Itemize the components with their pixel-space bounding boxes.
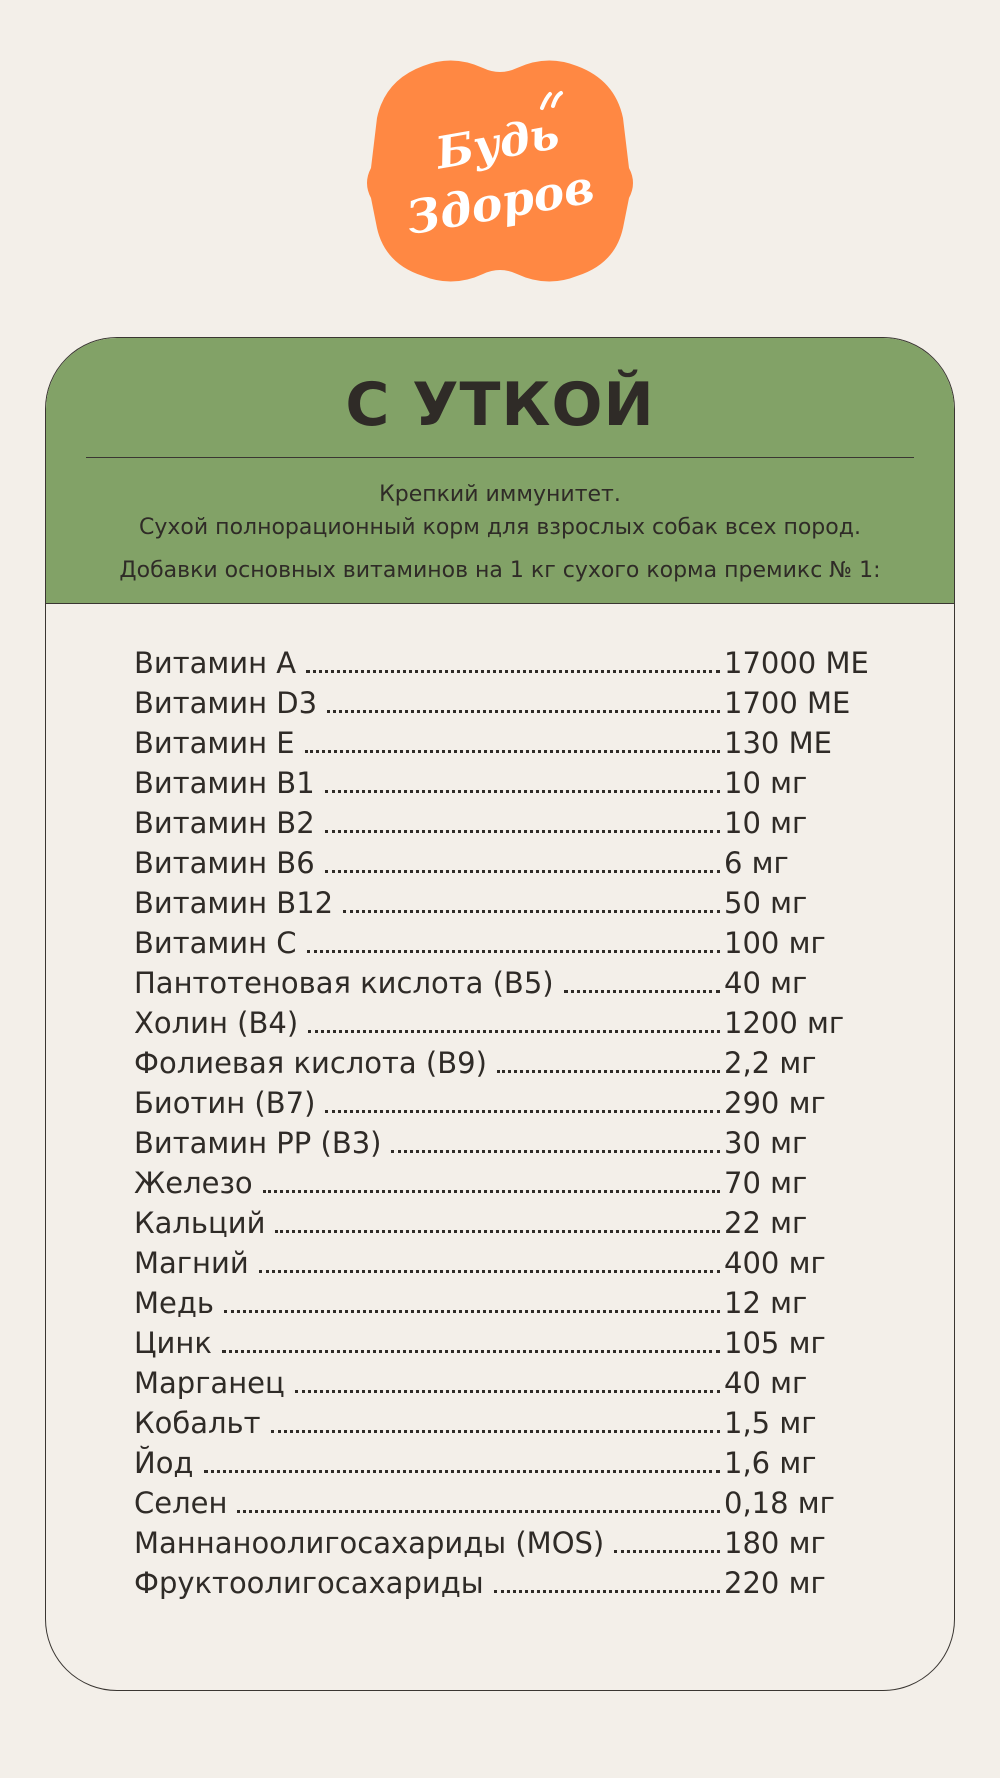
nutrient-value: 100 мг [724,926,826,960]
nutrient-name: Витамин В2 [134,806,315,840]
dot-leader [325,870,720,873]
nutrient-name: Фруктоолигосахариды [134,1566,484,1600]
nutrient-name: Цинк [134,1326,212,1360]
nutrient-name: Холин (В4) [134,1006,299,1040]
dot-leader [263,1190,720,1193]
dot-leader [295,1390,720,1393]
dot-leader [237,1510,720,1513]
nutrient-value: 22 мг [724,1206,808,1240]
nutrient-value: 130 МЕ [724,726,832,760]
dot-leader [307,950,720,953]
dot-leader [327,710,720,713]
dot-leader [325,1110,720,1113]
nutrient-row [134,1246,874,1286]
nutrient-row [134,1526,874,1566]
nutrient-value: 70 мг [724,1166,808,1200]
dot-leader [391,1150,720,1153]
nutrient-name: Фолиевая кислота (В9) [134,1046,487,1080]
nutrient-row [134,1046,874,1086]
brand-logo-shape [353,58,647,284]
nutrient-name: Маннаноолигосахариды (MOS) [134,1526,605,1560]
nutrient-value: 290 мг [724,1086,826,1120]
nutrient-name: Кальций [134,1206,266,1240]
nutrient-name: Витамин В1 [134,766,315,800]
nutrient-name: Магний [134,1246,249,1280]
brand-logo [353,58,647,284]
dot-leader [259,1270,720,1273]
nutrient-value: 17000 МЕ [724,646,869,680]
nutrient-row [134,1086,874,1126]
nutrient-value: 220 мг [724,1566,826,1600]
nutrient-name: Селен [134,1486,228,1520]
nutrient-value: 180 мг [724,1526,826,1560]
dot-leader [308,1030,720,1033]
nutrient-row [134,926,874,966]
nutrient-value: 105 мг [724,1326,826,1360]
dot-leader [497,1070,720,1073]
nutrient-row [134,966,874,1006]
nutrient-value: 10 мг [724,766,808,800]
nutrient-value: 0,18 мг [724,1486,835,1520]
nutrient-row [134,1006,874,1046]
nutrient-value: 1,6 мг [724,1446,817,1480]
nutrient-value: 2,2 мг [724,1046,817,1080]
dot-leader [204,1470,721,1473]
nutrient-name: Витамин С [134,926,297,960]
dot-leader [564,990,720,993]
dot-leader [224,1310,720,1313]
nutrient-row [134,1446,874,1486]
nutrient-row [134,846,874,886]
nutrient-row [134,1326,874,1366]
subtitle-line2: Сухой полнорационный корм для взрослых собак всех пород. [139,515,861,540]
subtitle-line1: Крепкий иммунитет. [379,482,621,507]
nutrient-row [134,1486,874,1526]
nutrient-name: Пантотеновая кислота (В5) [134,966,554,1000]
nutrient-name: Витамин РР (В3) [134,1126,382,1160]
nutrient-row [134,1126,874,1166]
nutrient-row [134,1566,874,1606]
title-divider [86,457,914,458]
nutrient-name: Биотин (В7) [134,1086,316,1120]
nutrient-name: Марганец [134,1366,285,1400]
subtitle-line3: Добавки основных витаминов на 1 кг сухого корма премикс № 1: [119,558,881,583]
dot-leader [271,1430,720,1433]
nutrient-row [134,806,874,846]
nutrition-card [45,337,955,1691]
nutrient-value: 1,5 мг [724,1406,817,1440]
nutrient-name: Кобальт [134,1406,261,1440]
nutrient-name: Железо [134,1166,253,1200]
nutrient-value: 10 мг [724,806,808,840]
nutrient-value: 30 мг [724,1126,808,1160]
nutrient-value: 6 мг [724,846,789,880]
nutrient-row [134,686,874,726]
nutrient-name: Витамин В12 [134,886,334,920]
dot-leader [222,1350,720,1353]
nutrient-list [134,646,874,1606]
dot-leader [343,910,720,913]
dot-leader [325,830,720,833]
nutrient-value: 40 мг [724,966,808,1000]
dot-leader [614,1550,720,1553]
nutrient-row [134,726,874,766]
dot-leader [494,1590,720,1593]
nutrient-row [134,646,874,686]
dot-leader [275,1230,720,1233]
dot-leader [325,790,720,793]
logo-text-line1: Будь [432,107,563,180]
nutrient-name: Витамин D3 [134,686,318,720]
nutrient-name: Витамин В6 [134,846,315,880]
nutrient-name: Йод [134,1446,194,1480]
card-title: С УТКОЙ [345,370,655,440]
nutrient-value: 400 мг [724,1246,826,1280]
nutrient-name: Медь [134,1286,215,1320]
nutrient-value: 1700 МЕ [724,686,851,720]
nutrient-value: 12 мг [724,1286,808,1320]
logo-text-line2: Здоров [402,159,598,246]
nutrient-row [134,766,874,806]
nutrient-name: Витамин Е [134,726,295,760]
nutrient-row [134,1366,874,1406]
dot-leader [305,750,720,753]
nutrient-name: Витамин А [134,646,297,680]
nutrient-value: 40 мг [724,1366,808,1400]
nutrient-value: 1200 мг [724,1006,845,1040]
nutrient-row [134,1166,874,1206]
dot-leader [306,670,720,673]
nutrient-row [134,1206,874,1246]
nutrient-row [134,1406,874,1446]
nutrient-row [134,886,874,926]
card-header [46,338,954,604]
nutrient-row [134,1286,874,1326]
nutrient-value: 50 мг [724,886,808,920]
